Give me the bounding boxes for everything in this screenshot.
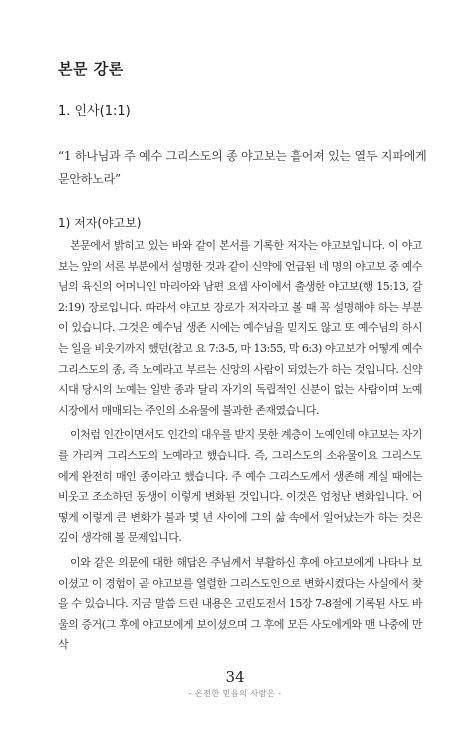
subsection-title: 1. 인사(1:1) [58,104,131,119]
paragraph: 이와 같은 의문에 대한 해답은 주님께서 부활하신 후에 야고보에게 나타나 보이셨고 이 경험이 곧 야고보를 열렬한 그리스도인으로 변화시켰다는 사실에서 찾을 수 있습니다. 지금 말씀 드린 내용은 고린도전서 15장 7-8절에 기록된 사도 바울의 증거(그 후에 야고보에게 보이셨으며 그 후에 모든 사도에게와 맨 나중에 만삭 [58,555,422,652]
running-footer: - 온전한 믿음의 사람은 - [188,689,282,698]
paragraph: 본문에서 밝히고 있는 바와 같이 본서를 기록한 저자는 야고보입니다. 이 야고보는 앞의 서론 부분에서 설명한 것과 같이 신약에 언급된 네 명의 야고보 중 예수님의 육신의 어머니인 마리아와 남편 요셉 사이에서 출생한 야고보(행 15:13, 갈 2:19) 장로입니다. 따라서 야고보 장로가 저자라고 볼 때 꼭 설명해야 하는 부분이 있습니다. 그것은 예수님 생존 시에는 예수님을 믿지도 않고 또 예수님의 하시는 일을 비웃기까지 했던(참고 요 7:3-5, 마 13:55, 막 6:3) 야고보가 어떻게 예수 그리스도의 종, 즉 노예라고 부르는 신앙의 사람이 되었는가 하는 것입니다. 신약시대 당시의 노예는 일반 종과 달리 자기의 독립적인 신분이 없는 사람이며 노예 시장에서 매매되는 주인의 소유물에 불과한 존재였습니다. [58,239,422,417]
body-text [58,236,422,656]
subsubsection-title: 1) 저자(야고보) [58,216,142,230]
section-title: 본문 강론 [58,60,124,78]
scripture-quote: “1 하나님과 주 예수 그리스도의 종 야고보는 흩어져 있는 열두 지파에게 문안하노라” [58,149,427,186]
page-number: 34 [225,668,245,686]
paragraph: 이처럼 인간이면서도 인간의 대우를 받지 못한 계층이 노예인데 야고보는 자기를 가리켜 그리스도의 노예라고 했습니다. 즉, 그리스도의 소유물이요 그리스도에게 완전히 매인 종이라고 했습니다. 주 예수 그리스도께서 생존해 계실 때에는 비웃고 조소하던 동생이 이렇게 변화된 것입니다. 이것은 엄청난 변화입니다. 어떻게 이렇게 큰 변화가 불과 몇 년 사이에 그의 삶 속에서 일어났는가 하는 것은 깊이 생각해 볼 문제입니다. [58,428,422,545]
